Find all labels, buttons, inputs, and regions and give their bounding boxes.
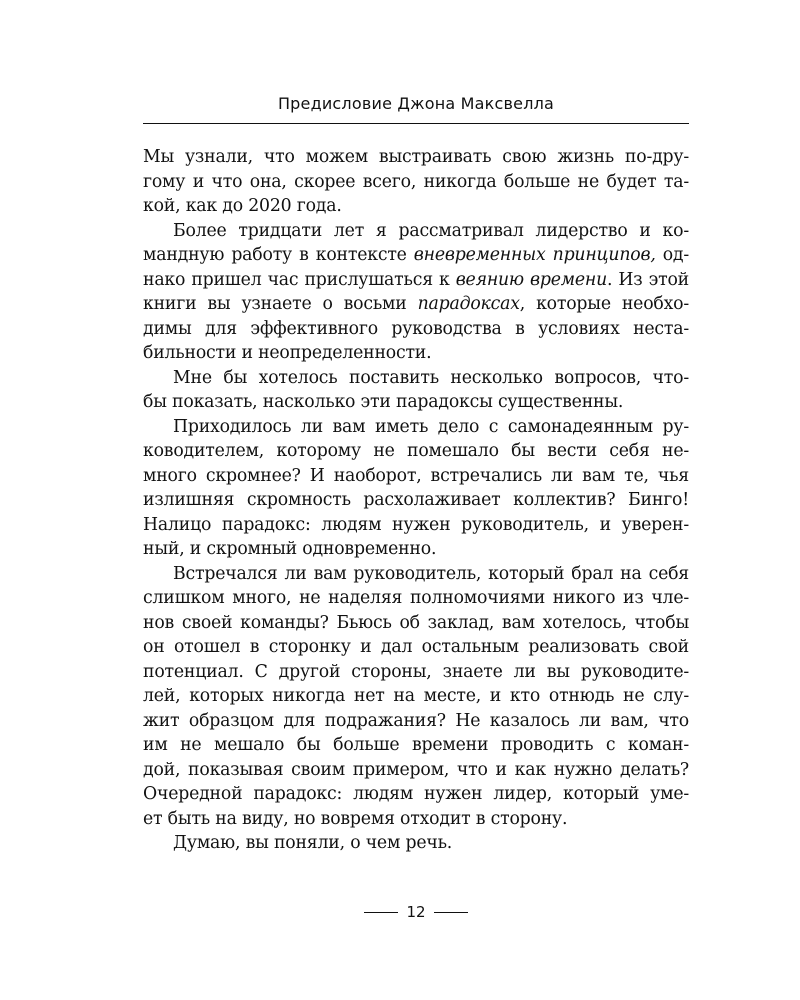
text-line — [143, 390, 689, 415]
text-line — [143, 292, 689, 317]
text-segment: ный, и скромный одновременно. — [143, 539, 437, 559]
text-line — [143, 317, 689, 342]
text-segment: Встречался ли вам руководитель, который брал на себя — [173, 563, 689, 584]
text-segment: мандную работу в контексте — [143, 245, 414, 265]
text-line — [143, 611, 689, 636]
text-segment: слишком много, не наделяя полномочиями никого из чле- — [143, 588, 689, 608]
text-line — [143, 709, 689, 734]
text-line — [143, 219, 689, 244]
text-line — [143, 415, 689, 440]
text-segment: кой, как до 2020 года. — [143, 196, 342, 216]
text-line — [143, 366, 689, 391]
text-line — [143, 684, 689, 709]
text-line — [143, 243, 689, 268]
text-line — [143, 782, 689, 807]
text-line — [143, 831, 689, 856]
italic-term: парадоксах — [417, 294, 520, 314]
text-line — [143, 660, 689, 685]
text-line — [143, 586, 689, 611]
text-segment: излишняя скромность расхолаживает коллектив? Бинго! — [143, 490, 689, 510]
page-number: 12 — [406, 903, 426, 921]
text-line — [143, 537, 689, 562]
text-segment: бы показать, насколько эти парадоксы существенны. — [143, 392, 624, 412]
text-segment: ководителем, которому не помешало бы вести себя не- — [143, 441, 689, 461]
body-text — [143, 145, 689, 856]
text-line — [143, 488, 689, 513]
folio-dash-left — [364, 912, 398, 913]
text-line — [143, 733, 689, 758]
text-segment: , которые необхо- — [519, 294, 689, 314]
running-head-title: Предисловие Джона Максвелла — [277, 94, 555, 113]
text-segment: нов своей команды? Бьюсь об заклад, вам хотелось, чтобы — [143, 612, 689, 633]
text-segment: Приходилось ли вам иметь дело с самонадеянным ру- — [173, 416, 689, 437]
text-segment: Мы узнали, что можем выстраивать свою жизнь по-дру- — [143, 147, 689, 167]
text-segment: нако пришел час прислушаться к — [143, 269, 456, 290]
text-segment: Очередной парадокс: людям нужен лидер, который уме- — [143, 784, 689, 804]
italic-term: вневременных принципов, — [413, 245, 656, 265]
text-segment: бильности и неопределенности. — [143, 343, 432, 363]
header-rule — [143, 123, 689, 124]
page-footer — [143, 903, 689, 921]
text-segment: од- — [655, 245, 689, 265]
text-line — [143, 513, 689, 538]
text-segment: лей, которых никогда нет на месте, и кто отнюдь не слу- — [143, 686, 689, 706]
text-line — [143, 439, 689, 464]
text-line — [143, 807, 689, 832]
text-segment: потенциал. С другой стороны, знаете ли вы руководите- — [143, 661, 689, 682]
italic-term: веянию времени — [455, 269, 608, 290]
text-segment: ет быть на виду, но вовремя отходит в сторону. — [143, 808, 568, 829]
text-line — [143, 268, 689, 293]
text-line — [143, 145, 689, 170]
text-line — [143, 194, 689, 219]
text-segment: он отошел в сторонку и дал остальным реализовать свой — [143, 637, 689, 657]
text-segment: Более тридцати лет я рассматривал лидерство и ко- — [173, 220, 689, 241]
text-line — [143, 562, 689, 587]
text-segment: им не мешало бы больше времени проводить с коман- — [143, 735, 689, 755]
text-segment: книги вы узнаете о восьми — [143, 294, 418, 314]
text-segment: много скромнее? И наоборот, встречались ли вам те, чья — [143, 465, 689, 486]
folio-dash-right — [434, 912, 468, 913]
text-line — [143, 635, 689, 660]
text-segment: Налицо парадокс: людям нужен руководитель, и уверен- — [143, 514, 689, 535]
text-segment: жит образцом для подражания? Не казалось ли вам, что — [143, 710, 689, 731]
text-segment: Мне бы хотелось поставить несколько вопросов, что- — [173, 367, 689, 388]
text-segment: димы для эффективного руководства в условиях неста- — [143, 318, 689, 339]
text-line — [143, 341, 689, 366]
text-segment: гому и что она, скорее всего, никогда больше не будет та- — [143, 171, 689, 192]
text-segment: Думаю, вы поняли, о чем речь. — [173, 833, 453, 853]
text-segment: дой, показывая своим примером, что и как нужно делать? — [143, 759, 689, 780]
text-line — [143, 170, 689, 195]
text-line — [143, 464, 689, 489]
text-line — [143, 758, 689, 783]
text-segment: . Из этой — [607, 269, 689, 290]
